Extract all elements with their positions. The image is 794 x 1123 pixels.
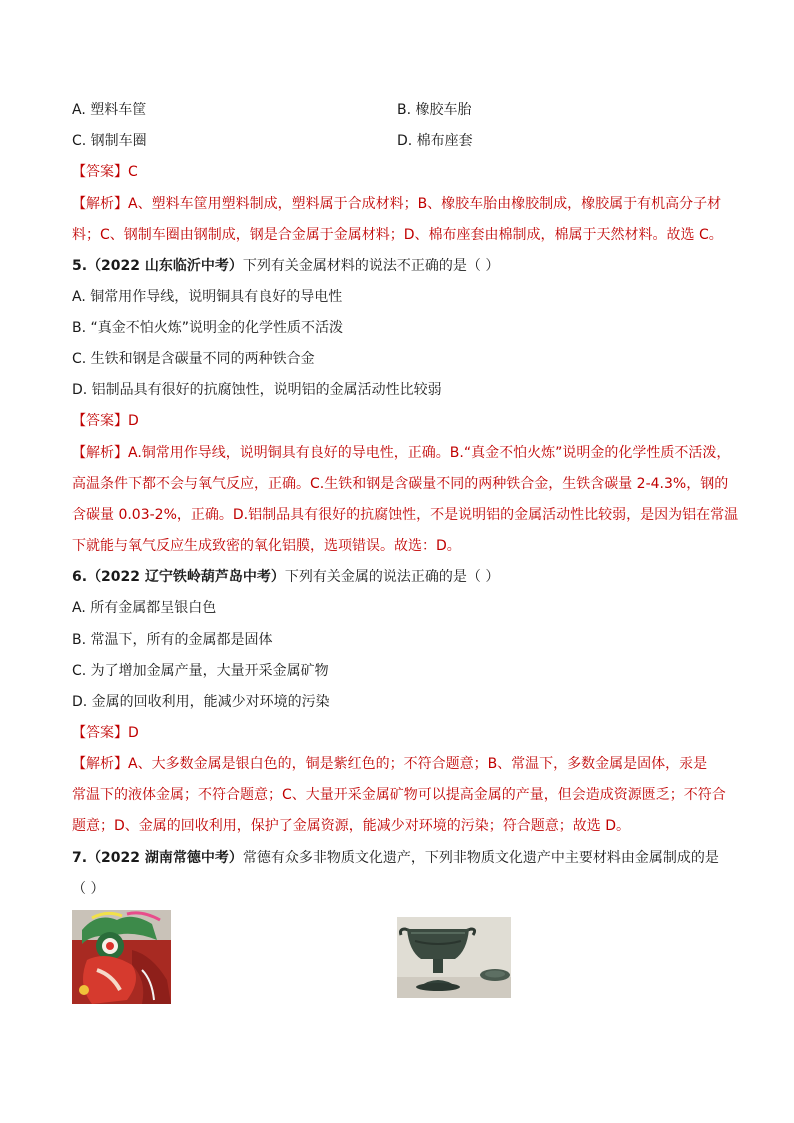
q6-explanation-line-3: 题意；D、金属的回收利用，保护了金属资源，能减少对环境的污染；符合题意；故选 D。	[72, 818, 631, 834]
q5-answer	[72, 411, 139, 431]
q7-answer-paren: （ ）	[72, 881, 105, 897]
opera-mask-illustration	[72, 910, 171, 1004]
question-number: 7.	[72, 850, 88, 866]
answer-tag: 【答案】	[72, 725, 128, 741]
question-number: 5.	[72, 258, 88, 274]
q5-explanation-line-1	[72, 443, 730, 463]
q6-option-b: B. 常温下，所有的金属都是固体	[72, 632, 273, 648]
question-source: （2022 辽宁铁岭葫芦岛中考）	[87, 569, 285, 585]
question-text: 常德有众多非物质文化遗产，下列非物质文化遗产中主要材料由金属制成的是	[242, 850, 719, 866]
explanation-text: A、大多数金属是银白色的，铜是紫红色的；不符合题意；B、常温下，多数金属是固体，汞是	[128, 756, 708, 772]
q6-option-a: A. 所有金属都呈银白色	[72, 600, 217, 616]
explanation-tag: 【解析】	[72, 196, 128, 212]
q4-answer	[72, 162, 138, 182]
answer-value: D	[128, 413, 139, 429]
bronze-vessel-image	[397, 917, 511, 998]
question-source: （2022 湖南常德中考）	[87, 850, 243, 866]
q5-option-b: B. “真金不怕火炼”说明金的化学性质不活泼	[72, 320, 344, 336]
q6-stem	[72, 567, 499, 587]
explanation-text: A.铜常用作导线，说明铜具有良好的导电性，正确。B.“真金不怕火炼”说明金的化学性质不活泼，	[128, 445, 731, 461]
explanation-text: A、塑料车筐用塑料制成，塑料属于合成材料；B、橡胶车胎由橡胶制成，橡胶属于有机高分子材	[128, 196, 722, 212]
q6-explanation-line-1	[72, 754, 707, 774]
q4-option-a: A. 塑料车筐	[72, 102, 147, 118]
bronze-vessel-illustration	[397, 917, 511, 998]
explanation-tag: 【解析】	[72, 445, 128, 461]
q6-option-c: C. 为了增加金属产量，大量开采金属矿物	[72, 663, 329, 679]
q7-stem	[72, 848, 719, 868]
q6-option-d: D. 金属的回收利用，能减少对环境的污染	[72, 694, 330, 710]
q5-option-d: D. 铝制品具有很好的抗腐蚀性，说明铝的金属活动性比较弱	[72, 382, 442, 398]
q5-option-c: C. 生铁和钢是含碳量不同的两种铁合金	[72, 351, 315, 367]
q5-option-a: A. 铜常用作导线，说明铜具有良好的导电性	[72, 289, 343, 305]
question-source: （2022 山东临沂中考）	[87, 258, 243, 274]
question-number: 6.	[72, 569, 88, 585]
answer-tag: 【答案】	[72, 164, 128, 180]
q6-explanation-line-2: 常温下的液体金属；不符合题意；C、大量开采金属矿物可以提高金属的产量，但会造成资源匮乏；不符合	[72, 787, 726, 803]
question-text: 下列有关金属的说法正确的是（ ）	[284, 569, 500, 585]
answer-value: C	[128, 164, 138, 180]
q5-explanation-line-3: 含碳量 0.03-2%，正确。D.铝制品具有很好的抗腐蚀性，不是说明铝的金属活动性比较弱，是因为铝在常温	[72, 507, 739, 523]
answer-tag: 【答案】	[72, 413, 128, 429]
question-text: 下列有关金属材料的说法不正确的是（ ）	[242, 258, 500, 274]
q4-option-b: B. 橡胶车胎	[397, 102, 472, 118]
q5-explanation-line-2: 高温条件下都不会与氧气反应，正确。C.生铁和钢是含碳量不同的两种铁合金，生铁含碳量 2-4.3%，钢的	[72, 476, 729, 492]
q6-answer	[72, 723, 139, 743]
q4-option-c: C. 钢制车圈	[72, 133, 147, 149]
q5-stem	[72, 256, 499, 276]
opera-mask-image	[72, 910, 171, 1004]
q5-explanation-line-4: 下就能与氧气反应生成致密的氧化铝膜，选项错误。故选：D。	[72, 538, 461, 554]
q4-option-d: D. 棉布座套	[397, 133, 473, 149]
q4-explanation-line-2: 料；C、钢制车圈由钢制成，钢是合金属于金属材料；D、棉布座套由棉制成，棉属于天然材料。故选 C。	[72, 227, 723, 243]
q4-explanation-line-1	[72, 194, 721, 214]
answer-value: D	[128, 725, 139, 741]
explanation-tag: 【解析】	[72, 756, 128, 772]
